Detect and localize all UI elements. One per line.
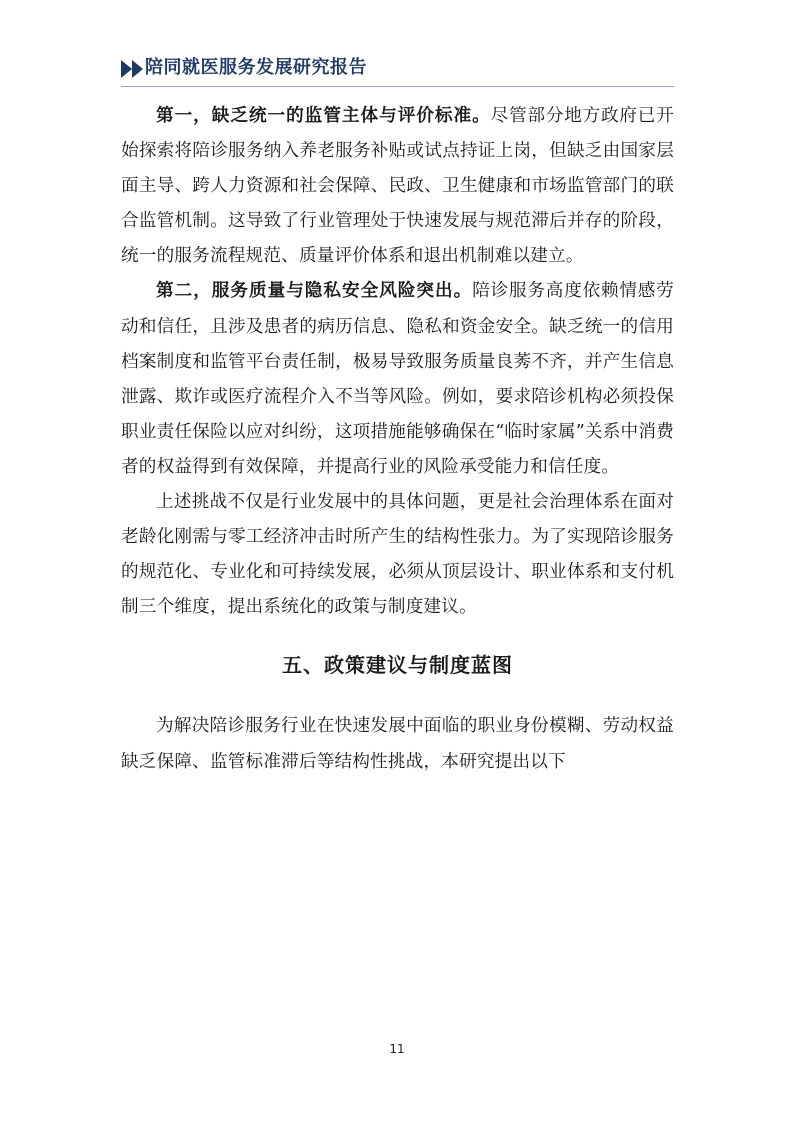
- section-title: 五、政策建议与制度蓝图: [282, 653, 513, 678]
- page-number: 11: [389, 1042, 405, 1056]
- document-body: [121, 99, 674, 780]
- paragraph-3: [121, 485, 674, 625]
- paragraph-2-lead: 第二，服务质量与隐私安全风险突出。: [156, 281, 473, 302]
- page-header: [121, 56, 674, 87]
- paragraph-1-text: 尽管部分地方政府已开始探索将陪诊服务纳入养老服务补贴或试点持证上岗，但缺乏由国家层面主导、跨人力资源和社会保障、民政、卫生健康和市场监管部门的联合监管机制。这导致了行业管理处于快速发展与规范滞后并存的阶段，统一的服务流程规范、质量评价体系和退出机制难以建立。: [121, 106, 674, 267]
- paragraph-2: [121, 274, 674, 485]
- paragraph-3-text: 上述挑战不仅是行业发展中的具体问题，更是社会治理体系在面对老龄化刚需与零工经济冲击时所产生的结构性张力。为了实现陪诊服务的规范化、专业化和可持续发展，必须从顶层设计、职业体系和支付机制三个维度，提出系统化的政策与制度建议。: [121, 492, 674, 618]
- paragraph-2-text: 陪诊服务高度依赖情感劳动和信任，且涉及患者的病历信息、隐私和资金安全。缺乏统一的信用档案制度和监管平台责任制，极易导致服务质量良莠不齐，并产生信息泄露、欺诈或医疗流程介入不当等风险。例如，要求陪诊机构必须投保职业责任保险以应对纠纷，这项措施能够确保在“临时家属”关系中消费者的权益得到有效保障，并提高行业的风险承受能力和信任度。: [121, 281, 674, 477]
- paragraph-1-lead: 第一，缺乏统一的监管主体与评价标准。: [156, 106, 491, 126]
- header-title: 陪同就医服务发展研究报告: [145, 57, 367, 78]
- paragraph-1: [121, 99, 674, 274]
- section-paragraph-text: 为解决陪诊服务行业在快速发展中面临的职业身份模糊、劳动权益缺乏保障、监管标准滞后等结构性挑战，本研究提出以下: [121, 716, 674, 772]
- double-chevron-right-icon: [121, 60, 147, 78]
- section-paragraph: [121, 709, 674, 779]
